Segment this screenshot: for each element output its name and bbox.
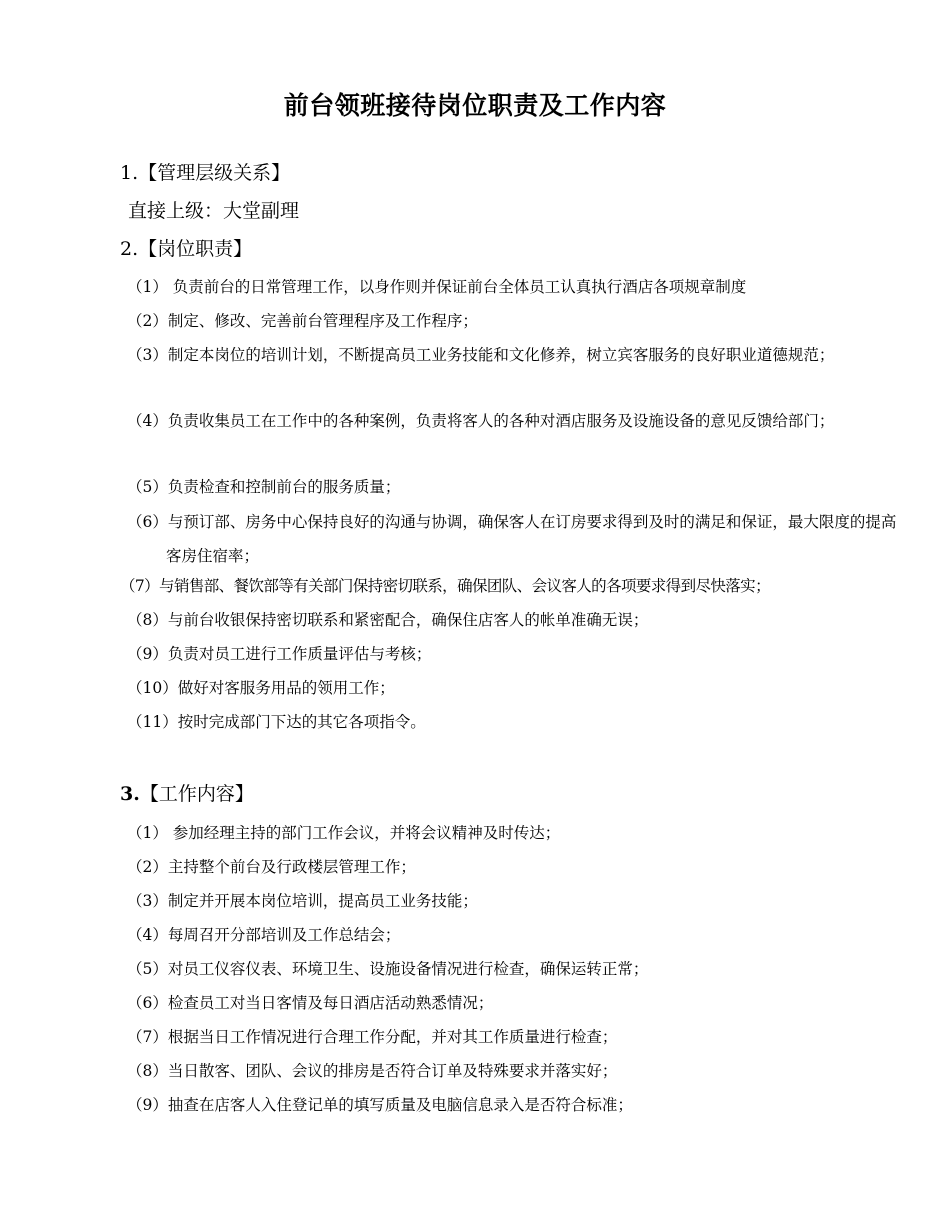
duty-item: （8）与前台收银保持密切联系和紧密配合，确保住店客人的帐单准确无误； xyxy=(127,611,649,629)
section-2-heading xyxy=(120,235,252,263)
work-item: （9）抽查在店客人入住登记单的填写质量及电脑信息录入是否符合标准； xyxy=(127,1096,633,1114)
duty-item: （3）制定本岗位的培训计划，不断提高员工业务技能和文化修养，树立宾客服务的良好职业道德规范； xyxy=(127,346,835,364)
duty-item: （11）按时完成部门下达的其它各项指令。 xyxy=(127,713,426,731)
section-1-heading xyxy=(120,159,290,187)
section-1-title: 【管理层级关系】 xyxy=(138,162,291,184)
duty-item: （9）负责对员工进行工作质量评估与考核； xyxy=(127,645,432,663)
duty-item: （4）负责收集员工在工作中的各种案例，负责将客人的各种对酒店服务及设施设备的意见反馈给部门； xyxy=(127,412,835,430)
duty-item: （6）与预订部、房务中心保持良好的沟通与协调，确保客人在订房要求得到及时的满足和保证，最大限度的提高客房住宿率； xyxy=(127,513,897,565)
work-item: （3）制定并开展本岗位培训，提高员工业务技能； xyxy=(127,892,478,910)
section-3-number: 3. xyxy=(120,783,140,805)
duty-item: （2）制定、修改、完善前台管理程序及工作程序； xyxy=(127,312,478,330)
section-3-title: 【工作内容】 xyxy=(139,783,254,805)
duty-item: （5）负责检查和控制前台的服务质量； xyxy=(127,478,401,496)
section-3-heading xyxy=(120,780,254,808)
section-2-title: 【岗位职责】 xyxy=(138,238,253,260)
document-title: 前台领班接待岗位职责及工作内容 xyxy=(283,91,667,120)
direct-superior: 直接上级：大堂副理 xyxy=(128,200,300,222)
duty-item: （1） 负责前台的日常管理工作，以身作则并保证前台全体员工认真执行酒店各项规章制度 xyxy=(127,278,747,296)
work-item: （1） 参加经理主持的部门工作会议，并将会议精神及时传达； xyxy=(127,824,561,842)
work-item: （2）主持整个前台及行政楼层管理工作； xyxy=(127,858,416,876)
work-item: （4）每周召开分部培训及工作总结会； xyxy=(127,926,401,944)
duty-item: （7）与销售部、餐饮部等有关部门保持密切联系，确保团队、会议客人的各项要求得到尽快落实； xyxy=(120,577,770,595)
work-item: （6）检查员工对当日客情及每日酒店活动熟悉情况； xyxy=(127,994,494,1012)
duty-item: （10）做好对客服务用品的领用工作； xyxy=(127,679,395,697)
work-item: （5）对员工仪容仪表、环境卫生、设施设备情况进行检查，确保运转正常； xyxy=(127,960,649,978)
section-2-number: 2. xyxy=(120,238,139,260)
work-item: （7）根据当日工作情况进行合理工作分配，并对其工作质量进行检查； xyxy=(127,1028,618,1046)
work-item: （8）当日散客、团队、会议的排房是否符合订单及特殊要求并落实好； xyxy=(127,1062,618,1080)
section-1-number: 1. xyxy=(120,162,139,184)
